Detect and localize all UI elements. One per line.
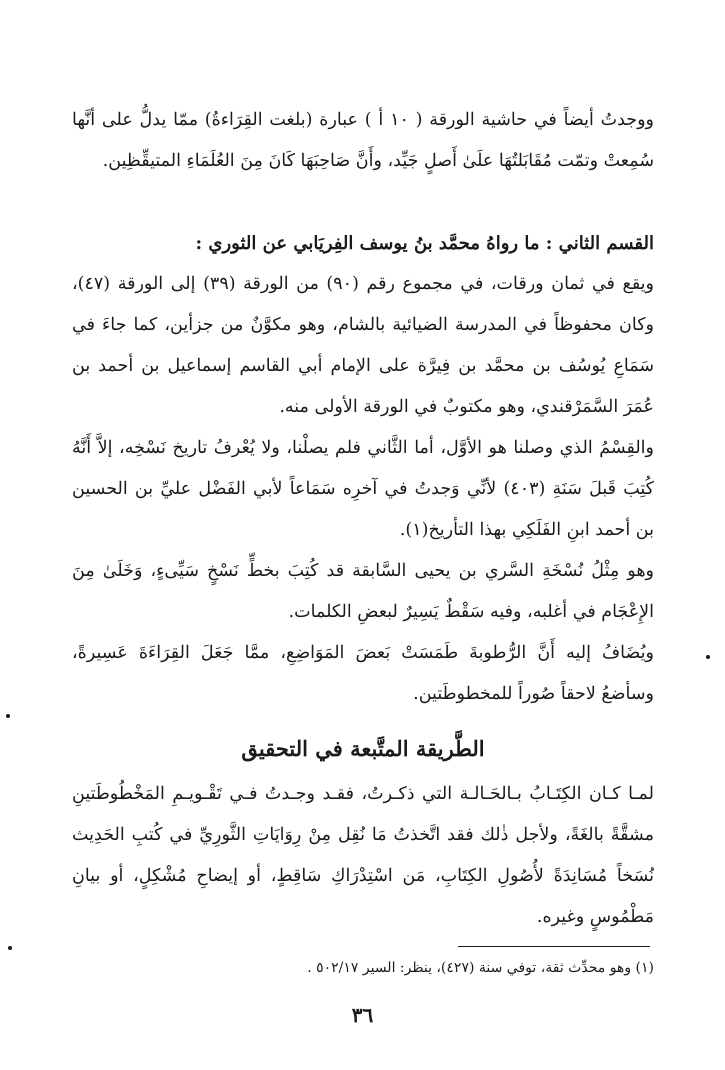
section-title-methodology: الطَّريقة المتَّبعة في التحقيق <box>241 736 485 761</box>
paragraph-5: ويُضَافُ إليه أَنَّ الرُّطوبةَ طَمَسَتْ بَعضَ المَوَاضِعِ، ممَّا جَعَلَ القِرَاءَةَ عَسِيرةً، وسأضعُ لاحقاً صُوراً للمخطوطَتين. <box>72 643 654 704</box>
paragraph-1: ووجدتُ أيضاً في حاشية الورقة ( ١٠ أ ) عبارة (بلغت القِرَاءةُ) ممّا يدلُّ على أنَّها سُمِعتْ وتمّت مُقَابَلتُهَا علَىٰ أَصلٍ جَيِّد، وأَنَّ صَاحِبَهَا كَانَ مِنَ العُلَمَاءِ المتيقِّظِين. <box>72 110 655 171</box>
paragraph-2: ويقع في ثمان ورقات، في مجموع رقم (٩٠) من الورقة (٣٩) إلى الورقة (٤٧)، وكان محفوظاً في المدرسة الضيائية بالشام، وهو مكوَّنٌ من جزأين، كما جاءَ في سَمَاعِ يُوسُف بن محمَّد بن فِيرَّة على الإمام أبي القاسم إسماعيل بن أحمد بن عُمَرَ السَّمَرْقندي، وهو مكتوبٌ في الورقة الأولى منه. <box>72 274 654 417</box>
margin-mark <box>706 655 710 659</box>
paragraph-4: وهو مِثْلُ نُسْخَةِ السَّري بن يحيى السَّابقة قد كُتِبَ بخطٍّ نَسْخٍ سَيِّىءٍ، وَخَلَىٰ مِنَ الإِعْجَام في أغلبه، وفيه سَقْطٌ يَسِيرٌ لبعضِ الكلمات. <box>72 561 654 622</box>
margin-mark <box>6 714 10 718</box>
paragraph-3: والقِسْمُ الذي وصلنا هو الأوَّل، أما الثَّاني فلم يصلْنا، ولا يُعْرفُ تاريخ نَسْخِه، إلاَّ أَنَّهُ كُتِبَ قَبلَ سَنَةِ (٤٠٣) لأنِّي وَجدتُ في آخرِه سَمَاعاً لأبي الفَضْل عليِّ بن الحسين بن أحمد ابنِ الفَلَكِي بهذا التأريخ(١). <box>72 438 654 540</box>
page-number: ٣٦ <box>351 1003 374 1027</box>
footnote-separator <box>458 946 650 947</box>
margin-mark <box>8 946 12 950</box>
paragraph-6: لمـا كـان الكِتَـابُ بـالحَـالـة التي ذكـرتُ، فقـد وجـدتُ فـي تَقْـويـمِ المَخْطُوطَتينِ مشقَّةً بالغَةً، ولأجل ذٰلك فقد اتَّخذتُ مَا نُقِل مِنْ رِوَايَاتِ الثَّورِيِّ في كُتبِ الحَدِيث نُسَخاً مُسَانِدَةً لأُصُولِ الكِتَابِ، مَن اسْتِدْرَاكِ سَاقِطٍ، أو إيضاحِ مُشْكِلٍ، أو بيانِ مَطْمُوسٍ وغيره. <box>72 784 654 927</box>
section-heading-part-two: القسم الثاني : ما رواهُ محمَّد بنُ يوسف الفِريَابي عن الثوري : <box>195 233 654 254</box>
footnote: (١) وهو محدِّث ثقة، توفي سنة (٤٢٧)، ينظر: السير ٥٠٢/١٧ . <box>307 960 654 976</box>
